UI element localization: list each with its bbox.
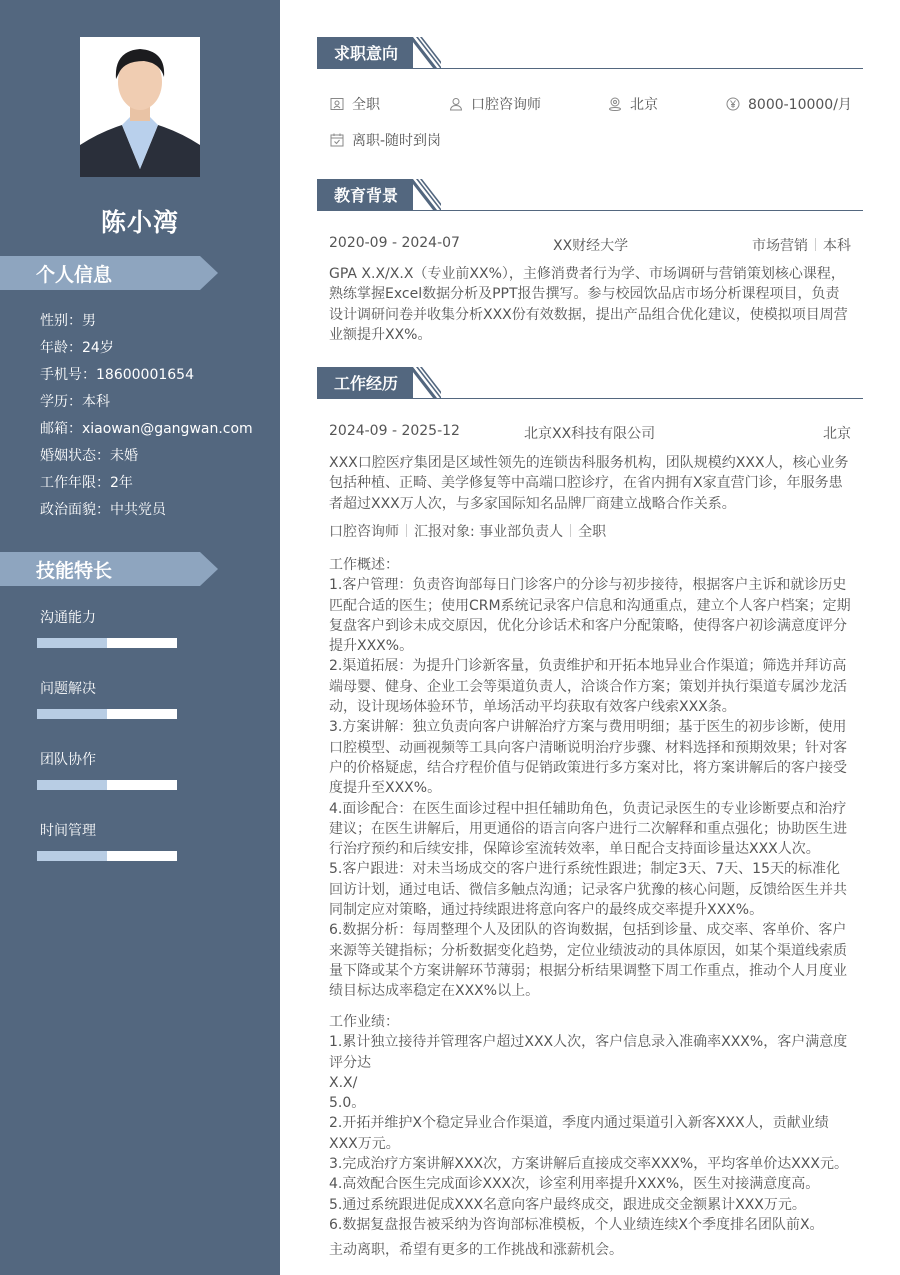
skill-bar — [37, 709, 177, 719]
education-description: GPA X.X/X.X（专业前XX%），主修消费者行为学、市场调研与营销策划核心课程，熟练掌握Excel数据分析及PPT报告撰写。参与校园饮品店市场分析课程项目，负责设计调研问卷并收集分析XXX份有效数据，提出产品组合优化建议，使模拟项目周营业额提升XX%。 — [329, 266, 848, 343]
skills-title: 技能特长 — [36, 560, 113, 582]
achievement-item: 2.开拓并维护X个稳定异业合作渠道，季度内通过渠道引入新客XXX人，贡献业绩XXX万元。 — [329, 1115, 829, 1152]
location-icon — [608, 97, 622, 111]
education-school: XX财经大学 — [553, 238, 629, 254]
work-company: 北京XX科技有限公司 — [524, 426, 656, 442]
work-title: 工作经历 — [334, 374, 399, 393]
achievement-item: 5.0。 — [329, 1095, 366, 1112]
skills-header — [0, 552, 218, 586]
achievement-item: 4.高效配合医生完成面诊XXX次，诊室利用率提升XXX%，医生对接满意度高。 — [329, 1176, 820, 1193]
intent-status: 离职-随时到岗 — [330, 130, 441, 150]
info-marital: 婚姻状态：未婚 — [40, 448, 138, 464]
calendar-icon — [330, 133, 344, 147]
info-phone: 手机号：18600001654 — [40, 367, 194, 383]
info-email: 邮箱：xiaowan@gangwan.com — [40, 421, 253, 437]
work-report-to: 汇报对象: 事业部负责人 — [414, 524, 564, 540]
overview-item: 3.方案讲解：独立负责向客户讲解治疗方案与费用明细；基于医生的初步诊断，使用口腔模型、动画视频等工具向客户清晰说明治疗步骤、材料选择和预期效果；针对客户的价格疑虑，结合疗程价值与促销政策进行多方案对比，将方案讲解后的客户接受度提升至XXX%。 — [329, 719, 847, 797]
skill-bar-fill — [37, 851, 107, 861]
info-political: 政治面貌：中共党员 — [40, 502, 166, 518]
yen-icon — [726, 97, 740, 111]
education-period: 2020-09 - 2024-07 — [329, 235, 460, 251]
info-experience: 工作年限：2年 — [40, 475, 133, 491]
achievement-item: 5.通过系统跟进促成XXX名意向客户最终成交，跟进成交金额累计XXX万元。 — [329, 1196, 806, 1213]
personal-info-title: 个人信息 — [36, 264, 113, 286]
skill-label: 时间管理 — [40, 823, 96, 839]
work-overview — [329, 555, 853, 1002]
skill-item — [40, 678, 96, 698]
intent-job-type: 全职 — [330, 94, 380, 114]
skill-label: 问题解决 — [40, 681, 96, 697]
leave-reason: 主动离职，希望有更多的工作挑战和涨薪机会。 — [329, 1242, 623, 1258]
stripes-decoration-icon — [409, 179, 441, 210]
work-type: 全职 — [578, 524, 607, 540]
intent-salary: 8000-10000/月 — [726, 94, 852, 114]
skill-bar-fill — [37, 780, 107, 790]
education-section-header — [317, 179, 863, 211]
skill-bar — [37, 780, 177, 790]
skill-item — [40, 749, 96, 769]
intent-city: 北京 — [608, 94, 658, 114]
skill-bar-fill — [37, 709, 107, 719]
intent-title: 求职意向 — [334, 44, 399, 63]
candidate-name: 陈小湾 — [100, 208, 179, 237]
profile-photo — [80, 37, 200, 177]
intent-position: 口腔咨询师 — [449, 94, 541, 114]
info-education: 学历：本科 — [40, 394, 110, 410]
education-title: 教育背景 — [334, 186, 399, 205]
intent-section-header — [317, 37, 863, 69]
achievement-item: X.X/ — [329, 1074, 358, 1091]
personal-info-list — [40, 308, 253, 524]
achievement-item: 3.完成治疗方案讲解XXX次，方案讲解后直接成交率XXX%，平均客单价达XXX元。 — [329, 1156, 848, 1173]
skill-bar-fill — [37, 638, 107, 648]
skill-bar — [37, 851, 177, 861]
education-major-degree: 市场营销 本科 — [752, 238, 851, 254]
work-period: 2024-09 - 2025-12 — [329, 423, 460, 439]
work-role-row — [329, 521, 851, 541]
achievement-item: 1.累计独立接待并管理客户超过XXX人次，客户信息录入准确率XXX%，客户满意度评分达 — [329, 1034, 848, 1071]
work-city: 北京 — [823, 426, 851, 442]
overview-item: 2.渠道拓展：为提升门诊新客量，负责维护和开拓本地异业合作渠道；筛选并拜访高端母婴、健身、企业工会等渠道负责人，洽谈合作方案；策划并执行渠道专属沙龙活动，设计现场体验环节，单场活动平均获取有效客户线索XXX条。 — [329, 658, 847, 716]
overview-title: 工作概述： — [329, 557, 399, 573]
skill-item — [40, 820, 96, 840]
skill-label: 沟通能力 — [40, 610, 96, 626]
overview-item: 5.客户跟进：对未当场成交的客户进行系统性跟进；制定3天、7天、15天的标准化回访计划，通过电话、微信多触点沟通；记录客户犹豫的核心问题，反馈给医生并共同制定应对策略，通过持续跟进将意向客户的最终成交率提升XXX%。 — [329, 861, 847, 919]
sidebar — [0, 0, 280, 1275]
work-section-header — [317, 367, 863, 399]
achievement-item: 6.数据复盘报告被采纳为咨询部标准模板，个人业绩连续X个季度排名团队前X。 — [329, 1216, 824, 1233]
achievements-title: 工作业绩： — [329, 1014, 399, 1030]
skill-item — [40, 607, 96, 627]
overview-item: 1.客户管理：负责咨询部每日门诊客户的分诊与初步接待，根据客户主诉和就诊历史匹配合适的医生；使用CRM系统记录客户信息和沟通重点，建立个人客户档案；定期复盘客户到诊未成交原因，优化分诊话术和客户分配策略，使得客户初诊满意度评分提升XXX%。 — [329, 577, 851, 655]
personal-info-header — [0, 256, 218, 290]
info-gender: 性别：男 — [40, 313, 96, 329]
id-card-icon — [330, 97, 344, 111]
skill-label: 团队协作 — [40, 752, 96, 768]
overview-item: 4.面诊配合：在医生面诊过程中担任辅助角色，负责记录医生的专业诊断要点和治疗建议；在医生讲解后，用更通俗的语言向客户进行二次解释和重点强化；协助医生进行治疗预约和后续安排，保障诊室流转效率，单日配合支持面诊量达XXX人次。 — [329, 800, 847, 858]
stripes-decoration-icon — [409, 367, 441, 398]
work-role: 口腔咨询师 — [329, 524, 399, 540]
info-age: 年龄：24岁 — [40, 340, 114, 356]
stripes-decoration-icon — [409, 37, 441, 68]
overview-item: 6.数据分析：每周整理个人及团队的咨询数据，包括到诊量、成交率、客单价、客户来源等关键指标；分析数据变化趋势，定位业绩波动的具体原因，如某个渠道线索质量下降或某个方案讲解环节薄弱；根据分析结果调整下周工作重点，推动个人月度业绩目标达成率稳定在XXX%以上。 — [329, 922, 847, 1000]
person-icon — [449, 97, 463, 111]
work-achievements — [329, 1012, 853, 1235]
company-description: XXX口腔医疗集团是区域性领先的连锁齿科服务机构，团队规模约XXX人，核心业务包括种植、正畸、美学修复等中高端口腔诊疗，在省内拥有X家直营门诊，年服务患者超过XXX万人次，与多家国际知名品牌厂商建立战略合作关系。 — [329, 455, 849, 512]
skill-bar — [37, 638, 177, 648]
